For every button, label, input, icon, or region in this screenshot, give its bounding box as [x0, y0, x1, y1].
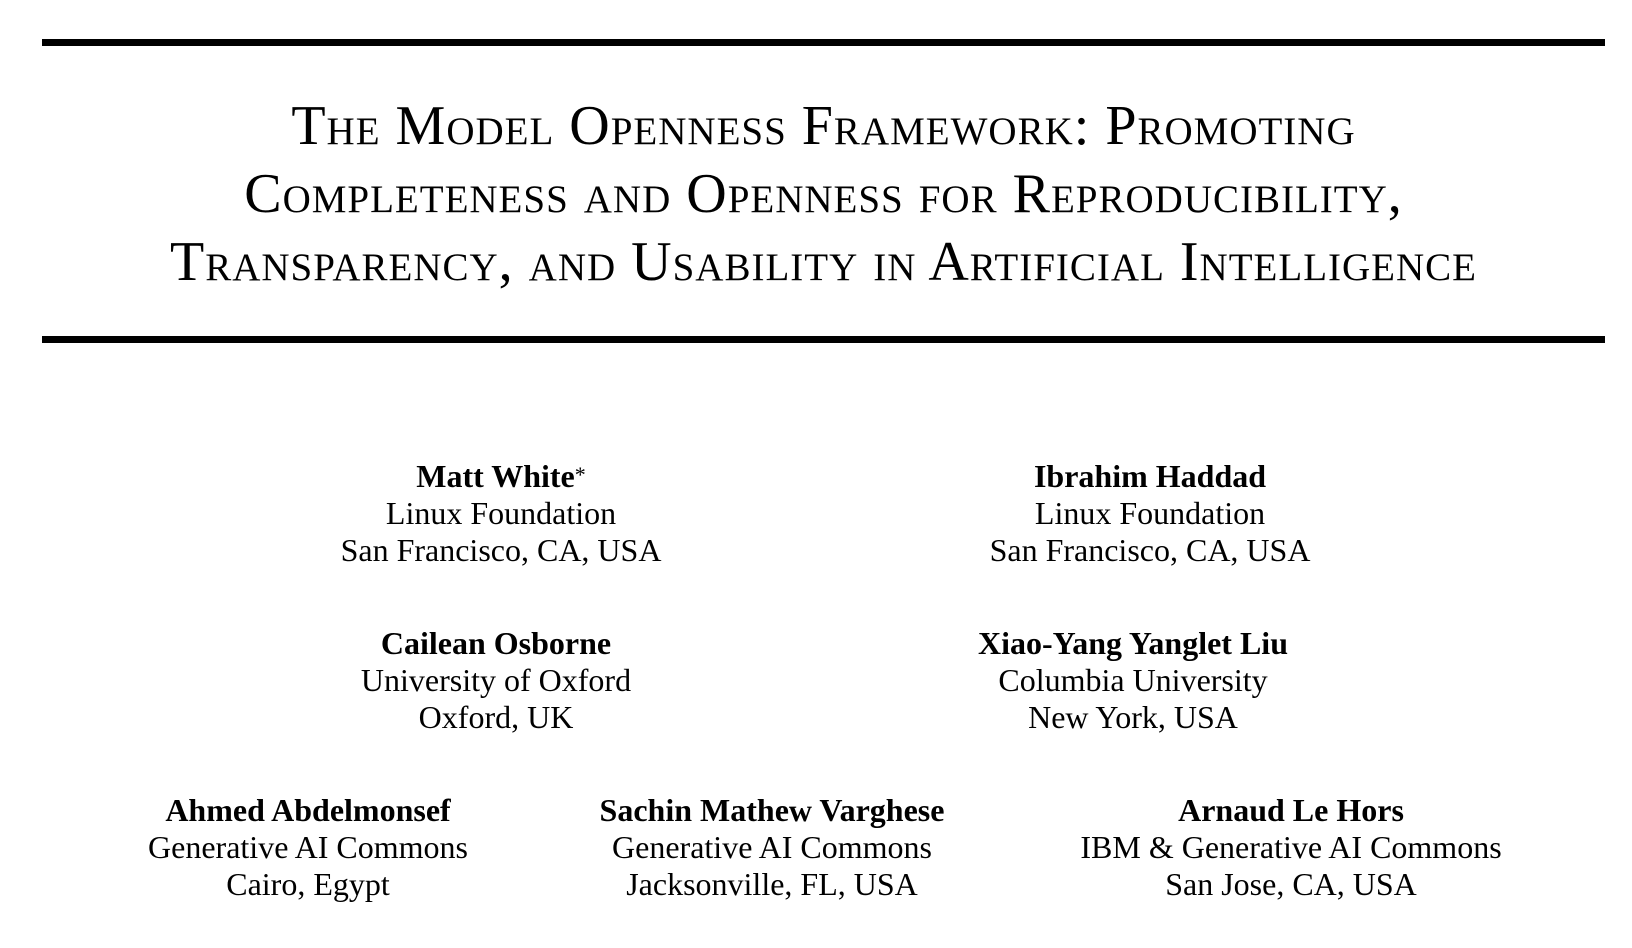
author-name: Arnaud Le Hors — [1178, 792, 1404, 828]
author-affiliation: Columbia University — [998, 662, 1268, 698]
paper-title — [42, 92, 1605, 296]
author-name: Sachin Mathew Varghese — [599, 792, 945, 828]
author-block — [1031, 792, 1551, 903]
author-block — [890, 458, 1410, 569]
title-rule-top — [42, 39, 1605, 46]
author-name: Ibrahim Haddad — [1033, 458, 1267, 494]
author-block — [241, 458, 761, 569]
author-location: San Jose, CA, USA — [1165, 866, 1417, 902]
author-location: Jacksonville, FL, USA — [626, 866, 918, 902]
title-line: The Model Openness Framework: Promoting — [291, 95, 1356, 157]
author-name: Cailean Osborne — [380, 625, 612, 661]
author-block — [873, 625, 1393, 736]
author-location: San Francisco, CA, USA — [340, 532, 662, 568]
author-location: San Francisco, CA, USA — [989, 532, 1311, 568]
author-name: Xiao-Yang Yanglet Liu — [978, 625, 1288, 661]
author-location: New York, USA — [1028, 699, 1238, 735]
title-line: Transparency, and Usability in Artificial Intelligence — [169, 231, 1477, 293]
author-name-line — [241, 458, 761, 495]
author-name: Matt White — [416, 458, 575, 494]
author-affiliation: University of Oxford — [360, 662, 632, 698]
author-affiliation: Generative AI Commons — [612, 829, 932, 865]
author-affiliation: Linux Foundation — [385, 495, 617, 531]
author-affiliation: Linux Foundation — [1034, 495, 1266, 531]
author-block — [512, 792, 1032, 903]
author-block — [236, 625, 756, 736]
title-line: Completeness and Openness for Reproducibility, — [244, 163, 1403, 225]
corresponding-author-mark: * — [574, 462, 586, 487]
title-rule-bottom — [42, 336, 1605, 343]
author-affiliation: Generative AI Commons — [148, 829, 468, 865]
author-affiliation: IBM & Generative AI Commons — [1080, 829, 1502, 865]
author-location: Oxford, UK — [418, 699, 574, 735]
author-name: Ahmed Abdelmonsef — [165, 792, 451, 828]
author-location: Cairo, Egypt — [226, 866, 390, 902]
author-block — [48, 792, 568, 903]
